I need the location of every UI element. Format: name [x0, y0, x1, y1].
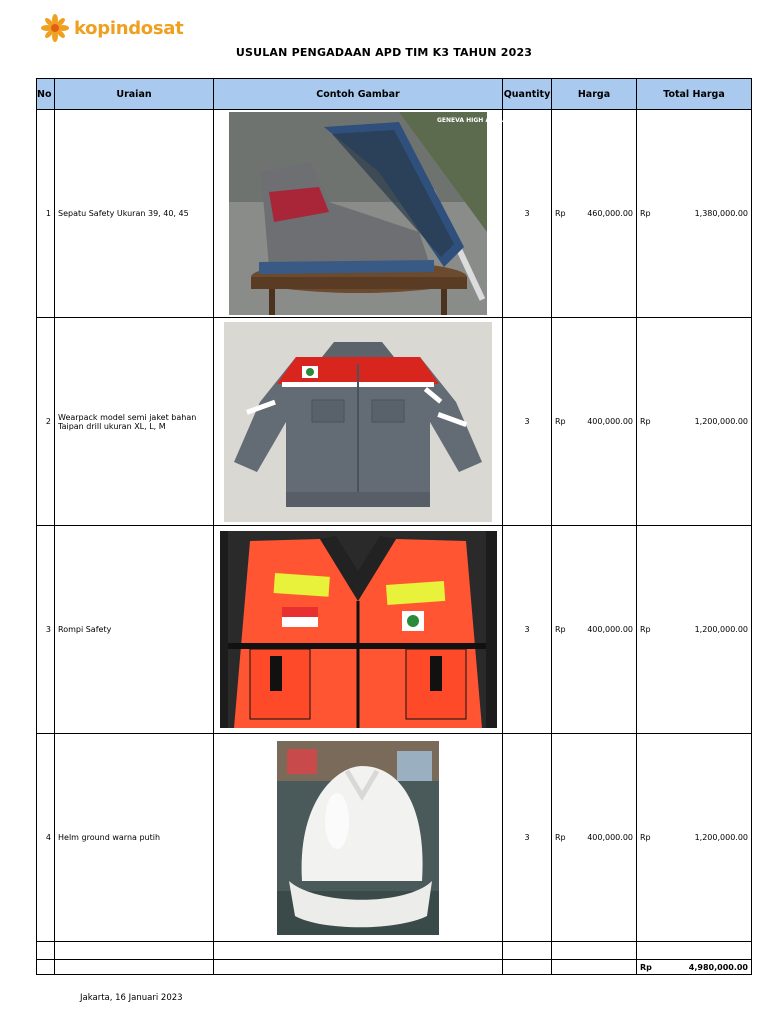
row-qty: 3 [503, 734, 552, 942]
harga-value: 460,000.00 [587, 209, 633, 218]
total-value: 1,200,000.00 [694, 417, 748, 426]
table-row [37, 734, 752, 942]
row-image [214, 318, 503, 526]
row-total [637, 318, 752, 526]
table-row-total [37, 960, 752, 975]
table-row [37, 526, 752, 734]
safety-vest-image [220, 531, 497, 728]
row-harga [552, 734, 637, 942]
total-currency: Rp [640, 417, 651, 426]
header-uraian: Uraian [55, 79, 214, 110]
row-no: 4 [37, 734, 55, 942]
total-value: 1,380,000.00 [694, 209, 748, 218]
header-contoh-gambar: Contoh Gambar [214, 79, 503, 110]
row-no: 2 [37, 318, 55, 526]
row-qty: 3 [503, 526, 552, 734]
row-total [637, 734, 752, 942]
harga-currency: Rp [555, 625, 566, 634]
table-row [37, 110, 752, 318]
row-no: 3 [37, 526, 55, 734]
row-harga [552, 318, 637, 526]
row-total [637, 526, 752, 734]
grand-total-currency: Rp [640, 962, 652, 972]
row-harga [552, 526, 637, 734]
logo-text: kopindosat [74, 17, 184, 39]
grand-total [637, 960, 752, 975]
safety-helmet-image [277, 741, 439, 935]
document-footer-date: Jakarta, 16 Januari 2023 [80, 993, 183, 1003]
procurement-table [36, 78, 752, 975]
harga-currency: Rp [555, 833, 566, 842]
header-harga: Harga [552, 79, 637, 110]
table-header-row [37, 79, 752, 110]
kopindosat-logo-icon [40, 13, 70, 43]
total-value: 1,200,000.00 [694, 833, 748, 842]
row-qty: 3 [503, 110, 552, 318]
header-total-harga: Total Harga [637, 79, 752, 110]
header-no: No [37, 79, 55, 110]
total-value: 1,200,000.00 [694, 625, 748, 634]
row-uraian: Wearpack model semi jaket bahan Taipan drill ukuran XL, L, M [55, 318, 214, 526]
harga-value: 400,000.00 [587, 833, 633, 842]
row-image [214, 526, 503, 734]
document-title: USULAN PENGADAAN APD TIM K3 TAHUN 2023 [235, 46, 533, 59]
company-logo [40, 12, 183, 44]
row-total [637, 110, 752, 318]
total-currency: Rp [640, 209, 651, 218]
header-quantity: Quantity [503, 79, 552, 110]
safety-shoe-image [229, 112, 517, 315]
row-qty: 3 [503, 318, 552, 526]
total-currency: Rp [640, 625, 651, 634]
total-currency: Rp [640, 833, 651, 842]
harga-currency: Rp [555, 209, 566, 218]
wearpack-jacket-image [224, 322, 492, 522]
row-image [214, 734, 503, 942]
row-harga [552, 110, 637, 318]
shoe-image-text: GENEVA HIGH ABU-ABU [437, 117, 517, 124]
row-image [214, 110, 517, 318]
harga-value: 400,000.00 [587, 417, 633, 426]
table-row-blank [37, 942, 752, 960]
row-uraian: Rompi Safety [55, 526, 214, 734]
grand-total-value: 4,980,000.00 [688, 962, 748, 972]
row-no: 1 [37, 110, 55, 318]
harga-value: 400,000.00 [587, 625, 633, 634]
harga-currency: Rp [555, 417, 566, 426]
row-uraian: Helm ground warna putih [55, 734, 214, 942]
row-uraian: Sepatu Safety Ukuran 39, 40, 45 [55, 110, 214, 318]
table-row [37, 318, 752, 526]
